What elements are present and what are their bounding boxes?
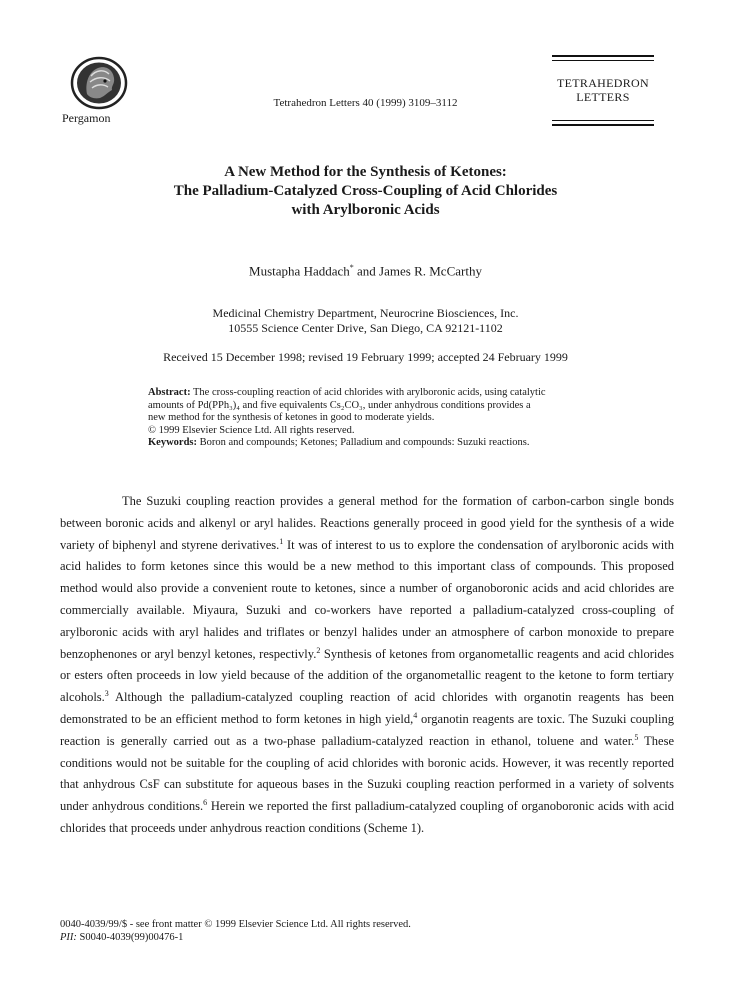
body-sentence: The Suzuki coupling reaction provides a general method for the formation of carbon-carbon single bonds between boronic acids and alkenyl or aryl halides. Reactions generally proceed in good yield for the synthesis of a wide variety of biphenyl and styrene derivatives.	[60, 494, 674, 552]
publisher-name: Pergamon	[62, 111, 111, 125]
title-line-1: A New Method for the Synthesis of Ketones:	[224, 164, 507, 180]
corresponding-mark: *	[349, 263, 354, 272]
ref-6: 6	[203, 798, 208, 807]
author-1: Mustapha Haddach	[249, 263, 350, 279]
ref-4: 4	[413, 710, 418, 720]
brand-line-1: TETRAHEDRON	[557, 76, 649, 90]
body-sentence: Although the palladium-catalyzed coupling reaction of acid chlorides with organotin reagents has been demonstrated to be an efficient method to form ketones in high yield,	[60, 690, 674, 726]
affiliation-line-1: Medicinal Chemistry Department, Neurocrine Biosciences, Inc.	[212, 306, 519, 320]
body-text	[60, 491, 674, 840]
journal-brand	[552, 76, 654, 104]
article-title	[0, 163, 731, 220]
journal-citation: Tetrahedron Letters 40 (1999) 3109–3112	[273, 97, 458, 109]
abstract-copyright: © 1999 Elsevier Science Ltd. All rights reserved.	[148, 424, 355, 436]
ref-1: 1	[279, 536, 284, 546]
body-sentence: organotin reagents are toxic. The Suzuki coupling reaction is generally carried out as a two-phase palladium-catalyzed reaction in ethanol, toluene and water.	[60, 711, 674, 748]
received-dates: Received 15 December 1998; revised 19 February 1999; accepted 24 February 1999	[163, 350, 568, 364]
abstract	[148, 387, 588, 450]
body-paragraph	[60, 491, 674, 840]
body-sentence: It was of interest to us to explore the condensation of arylboronic acids with acid halides to form ketones since this would be a new method to this important class of compounds. This proposed method would also provide a convenient route to ketones, since a number of organoboronic acids and acid chlorides are commercially available. Miyaura, Suzuki and co-workers have reported a palladium-catalyzed cross-coupling of arylboronic acids with aryl halides and triflates or benzyl halides under an atmosphere of carbon monoxide to prepare benzophenones or aryl benzyl ketones, respectivly.	[60, 537, 674, 661]
front-matter-line: 0040-4039/99/$ - see front matter © 1999 Elsevier Science Ltd. All rights reserved.	[60, 919, 411, 930]
ref-2: 2	[316, 645, 321, 655]
body-sentence: Synthesis of ketones from organometallic reagents and acid chlorides or esters often proceeds in low yield because of the addition of the organometallic reagent to the ketone to form tertiary alcohols.	[60, 646, 674, 705]
affiliation-line-2: 10555 Science Center Drive, San Diego, CA 92121-1102	[228, 321, 503, 335]
title-line-3: with Arylboronic Acids	[291, 202, 440, 218]
brand-rule-bottom-thin	[552, 120, 654, 121]
keywords-label: Keywords:	[148, 437, 197, 448]
brand-line-2: LETTERS	[576, 90, 630, 104]
affiliation	[0, 306, 731, 336]
authors	[0, 263, 731, 279]
pii-line	[60, 931, 411, 944]
footer	[60, 918, 411, 944]
ref-3: 3	[104, 689, 109, 699]
abstract-line-1: The cross-coupling reaction of acid chlorides with arylboronic acids, using catalytic	[190, 387, 546, 398]
body-sentence: These conditions would not be suitable for the coupling of acid chlorides with boronic acids. However, it was recently reported that anhydrous CsF can substitute for aqueous bases in the Suzuki coupling reaction performed in a variety of solvents under anhydrous conditions.	[60, 733, 675, 814]
author-separator: and	[353, 263, 380, 279]
ref-5: 5	[634, 732, 639, 742]
author-2: James R. McCarthy	[379, 263, 482, 279]
brand-rule-bottom	[552, 124, 654, 126]
body-sentence: Herein we reported the first palladium-catalyzed coupling of organoboronic acids with acid chlorides that proceeds under anhydrous reaction conditions (Scheme 1).	[60, 799, 674, 835]
keywords-list: Boron and compounds; Ketones; Palladium and compounds: Suzuki reactions.	[197, 437, 530, 448]
abstract-line-2: amounts of Pd(PPh₃)₄ and five equivalents Cs₂CO₃, under anhydrous conditions provides a	[148, 399, 531, 411]
abstract-label: Abstract:	[148, 387, 191, 398]
brand-rule-top	[552, 55, 654, 57]
pii-value: S0040-4039(99)00476-1	[76, 932, 184, 943]
keywords	[148, 437, 588, 450]
pii-label: PII:	[60, 932, 77, 943]
title-line-2: The Palladium-Catalyzed Cross-Coupling of Acid Chlorides	[173, 183, 558, 199]
abstract-line-3: new method for the synthesis of ketones in good to moderate yields.	[148, 412, 435, 423]
brand-rule-top-thin	[552, 60, 654, 61]
